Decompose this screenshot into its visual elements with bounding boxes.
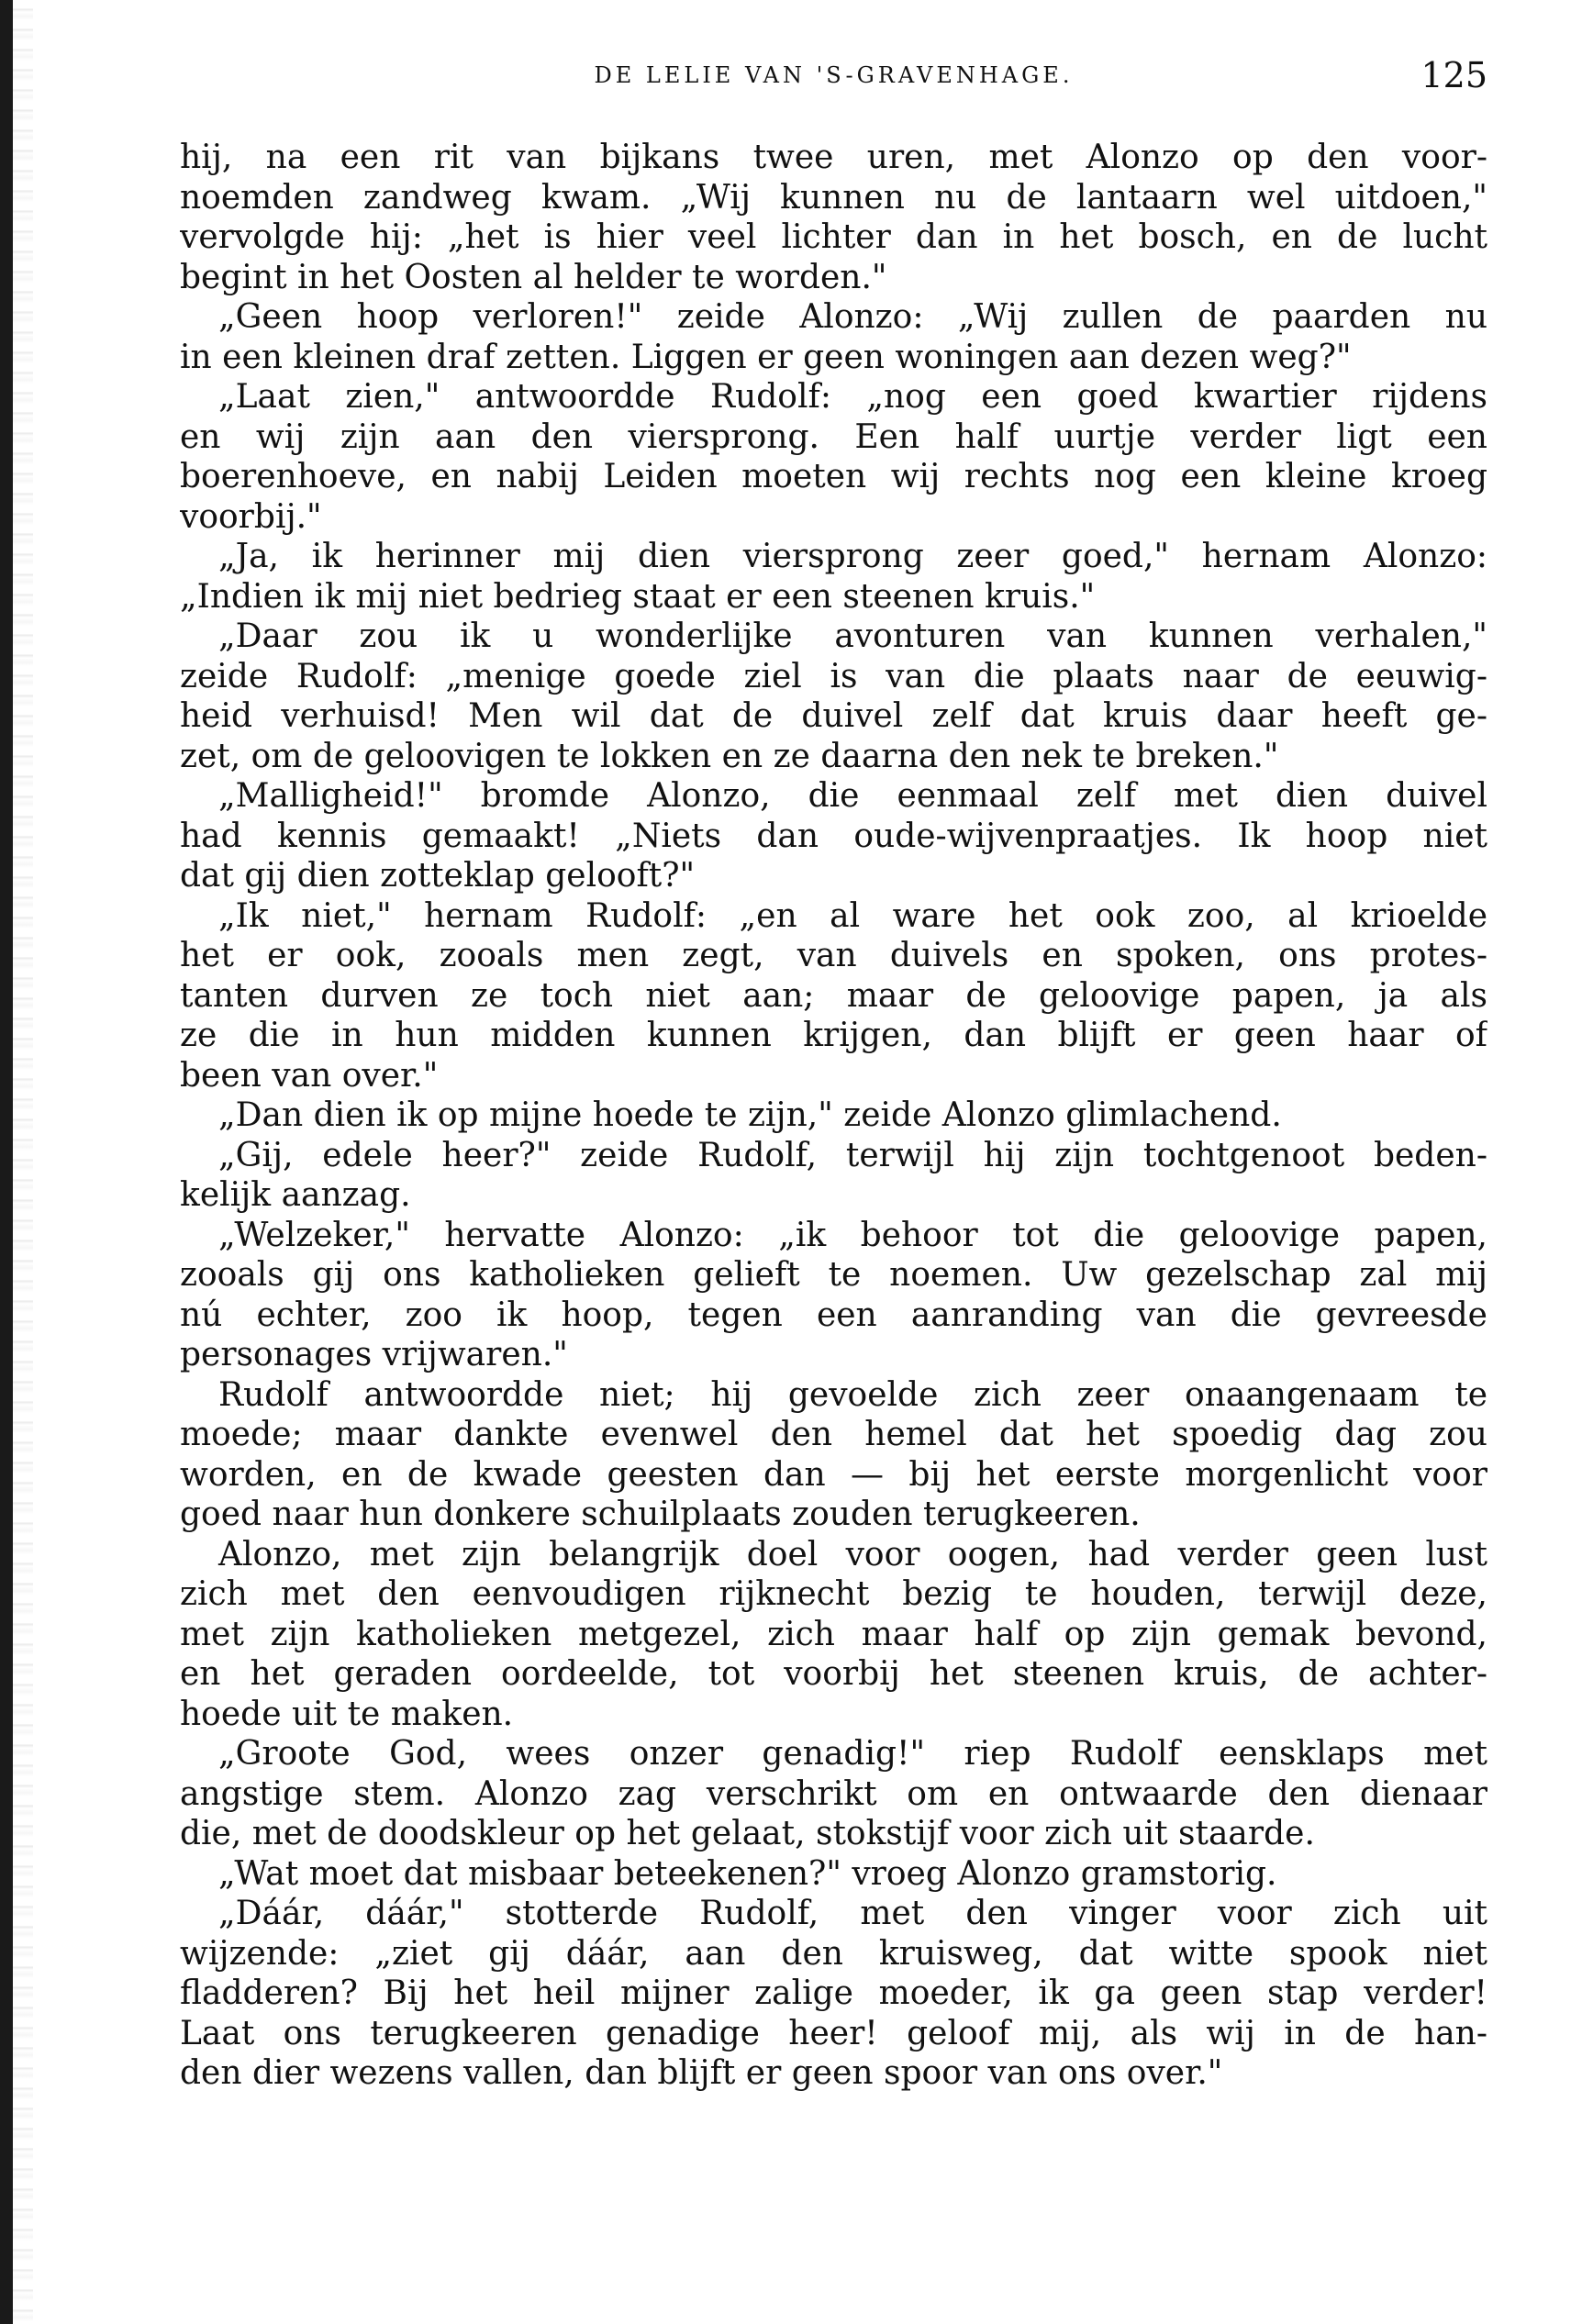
text-line: „Welzeker," hervatte Alonzo: „ik behoor tot die geloovige papen, xyxy=(218,1216,1487,1254)
text-line: en het geraden oordeelde, tot voorbij het steenen kruis, de achter- xyxy=(180,1655,1487,1693)
text-line: zooals gij ons katholieken gelieft te noemen. Uw gezelschap zal mij xyxy=(180,1256,1487,1294)
text-line: worden, en de kwade geesten dan — bij het eerste morgenlicht voor xyxy=(180,1455,1487,1494)
text-line: dat gij dien zotteklap gelooft?" xyxy=(180,857,696,895)
text-line: personages vrijwaren." xyxy=(180,1336,568,1373)
text-line: „Dan dien ik op mijne hoede te zijn," zeide Alonzo glimlachend. xyxy=(218,1096,1282,1134)
text-line: „Wat moet dat misbaar beteekenen?" vroeg Alonzo gramstorig. xyxy=(218,1854,1277,1893)
text-line: „Malligheid!" bromde Alonzo, die eenmaal zelf met dien duivel xyxy=(218,777,1487,815)
text-line: met zijn katholieken metgezel, zich maar half op zijn gemak bevond, xyxy=(180,1615,1487,1653)
text-line: hij, na een rit van bijkans twee uren, met Alonzo op den voor- xyxy=(180,139,1487,176)
text-line: „Geen hoop verloren!" zeide Alonzo: „Wij zullen de paarden nu xyxy=(218,298,1487,336)
text-line: „Laat zien," antwoordde Rudolf: „nog een goed kwartier rijdens xyxy=(218,378,1487,416)
text-line: Alonzo, met zijn belangrijk doel voor oogen, had verder geen lust xyxy=(218,1535,1487,1573)
text-line: in een kleinen draf zetten. Liggen er geen woningen aan dezen weg?" xyxy=(180,338,1352,376)
text-line: het er ook, zooals men zegt, van duivels en spoken, ons protes- xyxy=(180,937,1487,974)
text-line: tanten durven ze toch niet aan; maar de geloovige papen, ja als xyxy=(180,976,1487,1015)
text-line: „Ik niet," hernam Rudolf: „en al ware het ook zoo, al krioelde xyxy=(218,896,1487,935)
text-line: zet, om de geloovigen te lokken en ze daarna den nek te breken." xyxy=(180,737,1279,775)
text-line: zich met den eenvoudigen rijknecht bezig te houden, terwijl deze, xyxy=(180,1575,1487,1613)
text-line: vervolgde hij: „het is hier veel lichter dan in het bosch, en de lucht xyxy=(180,218,1487,256)
text-line: had kennis gemaakt! „Niets dan oude-wijvenpraatjes. Ik hoop niet xyxy=(180,817,1487,855)
text-line: zeide Rudolf: „menige goede ziel is van die plaats naar de eeuwig- xyxy=(180,657,1487,695)
text-line: „Dáár, dáár," stotterde Rudolf, met den vinger voor zich uit xyxy=(218,1895,1487,1932)
text-line: nú echter, zoo ik hoop, tegen een aanranding van die gevreesde xyxy=(180,1295,1487,1334)
text-line: „Ja, ik herinner mij dien viersprong zeer goed," hernam Alonzo: xyxy=(218,538,1487,575)
page-header xyxy=(180,55,1487,110)
text-line: „Daar zou ik u wonderlijke avonturen van kunnen verhalen," xyxy=(218,617,1487,655)
text-line: boerenhoeve, en nabij Leiden moeten wij rechts nog een kleine kroeg xyxy=(180,458,1487,495)
text-line: hoede uit te maken. xyxy=(180,1695,514,1733)
text-line: moede; maar dankte evenwel den hemel dat het spoedig dag zou xyxy=(180,1416,1487,1453)
text-line: den dier wezens vallen, dan blijft er geen spoor van ons over." xyxy=(180,2054,1223,2092)
text-line: heid verhuisd! Men wil dat de duivel zelf dat kruis daar heeft ge- xyxy=(180,697,1487,735)
text-line: Rudolf antwoordde niet; hij gevoelde zich zeer onaangenaam te xyxy=(218,1375,1487,1414)
text-line: been van over." xyxy=(180,1056,439,1095)
text-line: „Gij, edele heer?" zeide Rudolf, terwijl hij zijn tochtgenoot beden- xyxy=(218,1136,1487,1174)
text-line: noemden zandweg kwam. „Wij kunnen nu de lantaarn wel uitdoen," xyxy=(180,178,1487,217)
text-line: kelijk aanzag. xyxy=(180,1176,411,1214)
running-title: DE LELIE VAN 'S-GRAVENHAGE. xyxy=(594,62,1074,88)
binding-edge xyxy=(0,0,13,2324)
text-line: wijzende: „ziet gij dáár, aan den kruisweg, dat witte spook niet xyxy=(180,1934,1487,1973)
text-line: fladderen? Bij het heil mijner zalige moeder, ik ga geen stap verder! xyxy=(180,1974,1487,2012)
text-line: Laat ons terugkeeren genadige heer! geloof mij, als wij in de han- xyxy=(180,2014,1487,2052)
text-line: die, met de doodskleur op het gelaat, stokstijf voor zich uit staarde. xyxy=(180,1815,1315,1852)
text-line: begint in het Oosten al helder te worden." xyxy=(180,258,887,296)
body-text xyxy=(180,138,1487,2094)
scan-margin-noise xyxy=(13,0,33,2324)
text-line: „Indien ik mij niet bedrieg staat er een steenen kruis." xyxy=(180,577,1096,616)
text-line: en wij zijn aan den viersprong. Een half uurtje verder ligt een xyxy=(180,417,1487,456)
text-line: ze die in hun midden kunnen krijgen, dan blijft er geen haar of xyxy=(180,1017,1487,1054)
text-line: goed naar hun donkere schuilplaats zouden terugkeeren. xyxy=(180,1496,1141,1533)
text-line: angstige stem. Alonzo zag verschrikt om en ontwaarde den dienaar xyxy=(180,1774,1487,1813)
text-line: voorbij." xyxy=(180,497,322,536)
page-number: 125 xyxy=(1420,55,1487,95)
text-line: „Groote God, wees onzer genadig!" riep Rudolf eensklaps met xyxy=(218,1735,1487,1773)
